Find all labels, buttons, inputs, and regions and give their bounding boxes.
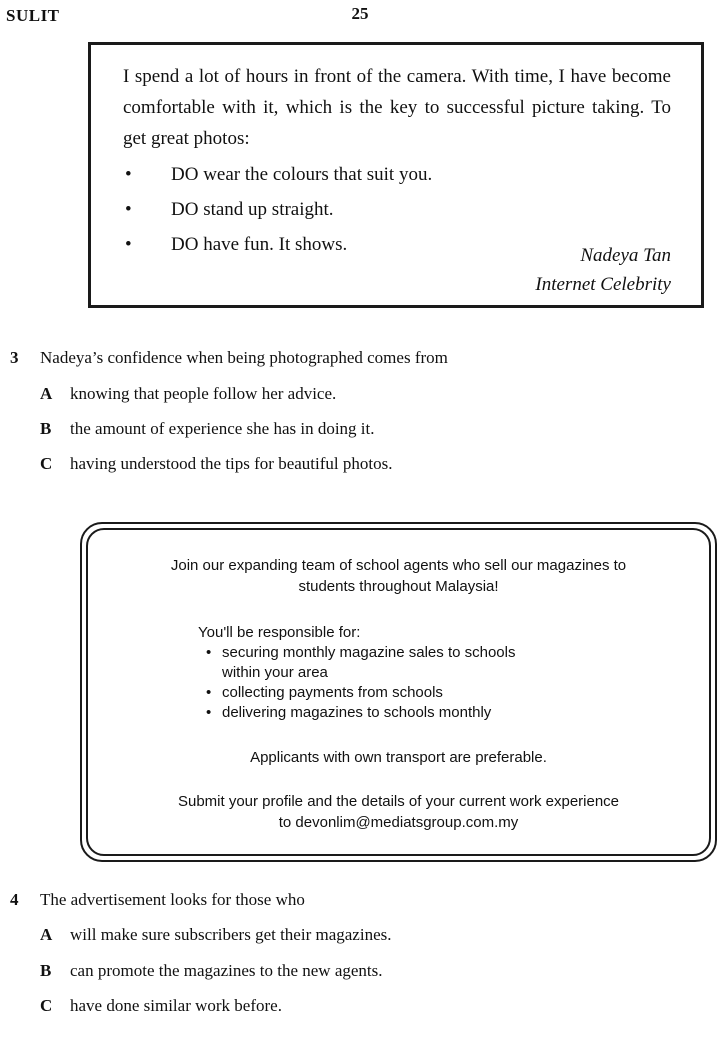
ad-submit-line1: Submit your profile and the details of your current work experience xyxy=(177,793,620,810)
option-text: can promote the magazines to the new agents. xyxy=(70,961,383,980)
list-item xyxy=(204,643,515,683)
duty-text-continued: within your area xyxy=(222,664,328,681)
author-name: Nadeya Tan xyxy=(580,245,671,266)
bullet-icon: • xyxy=(125,164,132,185)
list-item xyxy=(204,683,515,703)
quote-paragraph: I spend a lot of hours in front of the camera. With time, I have become comfortable with it, which is the key to successful picture taking. To get great photos: xyxy=(123,66,671,149)
bullet-icon: • xyxy=(206,704,212,721)
ad-submit-line2: to devonlim@mediatsgroup.com.my xyxy=(278,814,519,831)
option-letter: C xyxy=(40,454,53,473)
option-letter: B xyxy=(40,419,52,438)
tip-text: DO have fun. It shows. xyxy=(171,234,348,255)
list-item xyxy=(123,193,671,228)
bullet-icon: • xyxy=(206,644,212,661)
advertisement-box xyxy=(80,522,717,862)
header-sulit: SULIT xyxy=(6,6,60,25)
option-letter: C xyxy=(40,996,53,1015)
question-number: 4 xyxy=(10,890,19,909)
question-stem: Nadeya’s confidence when being photographed comes from xyxy=(40,348,448,367)
ad-intro-line1: Join our expanding team of school agents who sell our magazines to xyxy=(170,557,627,574)
option-letter: A xyxy=(40,925,53,944)
ad-transport-note: Applicants with own transport are preferable. xyxy=(250,749,547,766)
question-number: 3 xyxy=(10,348,19,367)
ad-responsible-heading: You'll be responsible for: xyxy=(198,624,361,641)
duties-list xyxy=(204,643,515,723)
question-stem: The advertisement looks for those who xyxy=(40,890,305,909)
option-text: will make sure subscribers get their magazines. xyxy=(70,925,392,944)
advertisement-inner xyxy=(86,528,711,856)
option-text: knowing that people follow her advice. xyxy=(70,384,337,403)
option-text: have done similar work before. xyxy=(70,996,282,1015)
bullet-icon: • xyxy=(125,234,132,255)
option-text: having understood the tips for beautiful photos. xyxy=(70,454,393,473)
bullet-icon: • xyxy=(206,684,212,701)
duty-text: delivering magazines to schools monthly xyxy=(222,704,492,721)
list-item xyxy=(204,703,515,723)
duty-text: collecting payments from schools xyxy=(222,684,443,701)
tip-text: DO wear the colours that suit you. xyxy=(171,164,433,185)
quote-box xyxy=(88,42,704,308)
option-letter: B xyxy=(40,961,52,980)
option-text: the amount of experience she has in doing it. xyxy=(70,419,375,438)
list-item xyxy=(123,158,671,193)
signature xyxy=(535,241,671,299)
duty-text: securing monthly magazine sales to schools xyxy=(222,644,516,661)
ad-intro-line2: students throughout Malaysia! xyxy=(298,578,499,595)
option-letter: A xyxy=(40,384,53,403)
bullet-icon: • xyxy=(125,199,132,220)
tip-text: DO stand up straight. xyxy=(171,199,334,220)
page-number: 25 xyxy=(351,4,369,23)
author-title: Internet Celebrity xyxy=(535,274,671,295)
